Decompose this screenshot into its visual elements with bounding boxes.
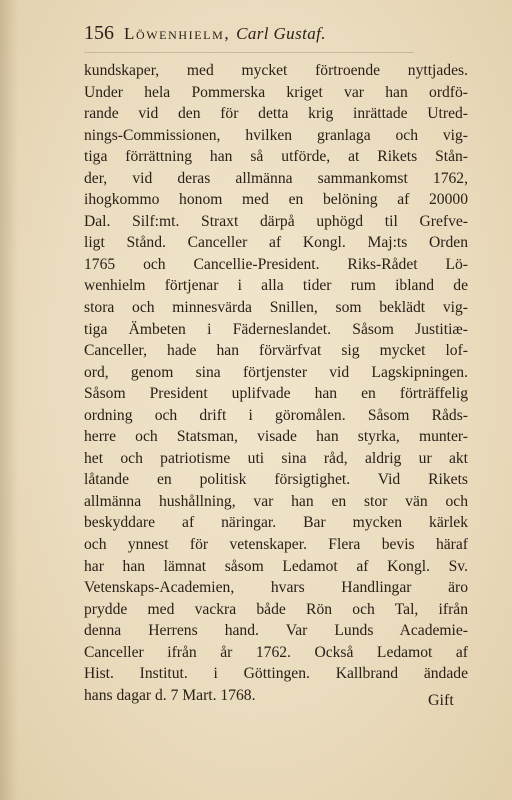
- text-line: wenhielm förtjenar i alla tider rum ibland de: [84, 277, 468, 295]
- text-line: hans dagar d. 7 Mart. 1768.: [84, 686, 256, 704]
- catchword: Gift: [428, 692, 454, 709]
- text-line: 1765 och Cancellie-President. Riks-Rådet Lö-: [84, 255, 468, 273]
- text-line: tiga förrättning han så utförde, at Rikets Stån-: [84, 148, 468, 166]
- text-line: Vetenskaps-Academien, hvars Handlingar äro: [84, 579, 468, 597]
- text-line: het och patriotisme uti sina råd, aldrig ur akt: [84, 449, 468, 467]
- text-line: Dal. Silf:mt. Straxt därpå uphögd til Grefve-: [84, 212, 468, 230]
- text-line: ihogkommo honom med en belöning af 20000: [84, 191, 468, 209]
- text-line: Canceller, hade han förvärfvat sig mycket lof-: [84, 342, 468, 360]
- running-head-name: Löwenhielm,: [124, 24, 231, 43]
- text-line: Under hela Pommerska kriget var han ordfö-: [84, 83, 468, 101]
- body-text: [84, 60, 468, 706]
- text-line: allmänna hushållning, var han en stor vän och: [84, 492, 468, 510]
- gutter-shadow: [0, 0, 18, 800]
- text-line: der, vid deras allmänna sammankomst 1762,: [84, 169, 468, 187]
- text-line: stora och minnesvärda Snillen, som beklädt vig-: [84, 299, 468, 317]
- running-head-italic: Carl Gustaf.: [236, 24, 326, 43]
- text-line: ligt Stånd. Canceller af Kongl. Maj:ts Orden: [84, 234, 468, 252]
- text-line: tiga Ämbeten i Fäderneslandet. Såsom Justitiæ-: [84, 320, 468, 338]
- text-line: beskyddare af näringar. Bar mycken kärlek: [84, 514, 468, 532]
- text-line: ordning och drift i göromålen. Såsom Råds-: [84, 406, 468, 424]
- text-line: kundskaper, med mycket förtroende nyttjades.: [84, 62, 468, 79]
- text-line: och ynnest för vetenskaper. Flera bevis häraf: [84, 536, 468, 554]
- text-line: rande vid den för detta krig inrättade Utred-: [84, 105, 468, 123]
- text-line: har han lämnat såsom Ledamot af Kongl. Sv.: [84, 557, 468, 575]
- text-line: Canceller ifrån år 1762. Också Ledamot af: [84, 643, 468, 661]
- running-head: [124, 24, 326, 44]
- page-header: [84, 22, 414, 48]
- header-rule: [84, 52, 414, 53]
- text-line: denna Herrens hand. Var Lunds Academie-: [84, 622, 468, 640]
- text-line: låtande en politisk försigtighet. Vid Rikets: [84, 471, 468, 489]
- text-line: nings-Commissionen, hvilken granlaga och vig-: [84, 126, 468, 144]
- text-line: Såsom President uplifvade han en förträffelig: [84, 385, 468, 403]
- page-number: 156: [84, 22, 114, 44]
- text-line: ord, genom sina förtjenster vid Lagskipningen.: [84, 363, 468, 381]
- text-line: herre och Statsman, visade han styrka, munter-: [84, 428, 468, 446]
- text-line: Hist. Institut. i Göttingen. Kallbrand ändade: [84, 665, 468, 683]
- text-line: prydde med vackra både Rön och Tal, ifrån: [84, 600, 468, 618]
